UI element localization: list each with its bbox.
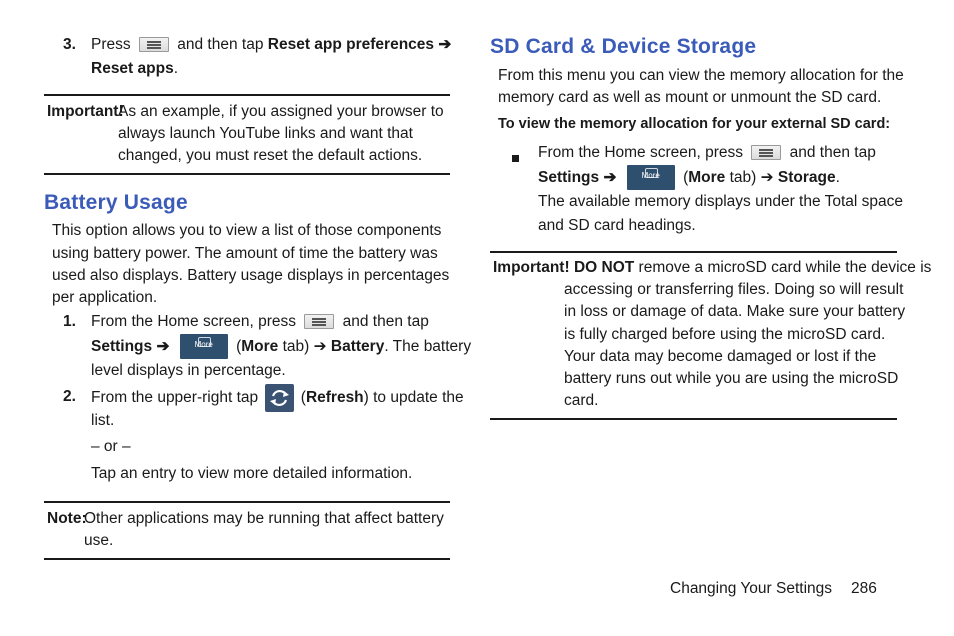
step1-line3: level displays in percentage. [91,362,286,379]
step1-more: More [241,338,279,355]
sd-bullet-paren: ( [683,169,689,186]
sd-intro-line: memory card as well as mount or unmount the SD card. [498,89,882,106]
important-text-line: changed, you must reset the default actions. [118,147,423,164]
battery-intro-line: using battery power. The amount of time the battery was [52,245,438,262]
battery-usage-heading: Battery Usage [44,191,188,214]
step3-number: 3. [63,36,76,53]
important2-line: is fully charged before using the microSD card. [564,326,886,343]
divider-rule [490,418,897,420]
battery-intro-line: per application. [52,289,158,306]
footer-section-title: Changing Your Settings [670,580,833,597]
sd-bullet-line3: The available memory displays under the Total space [538,193,904,210]
step2-refresh: Refresh [305,389,364,407]
step1-tab: tab) ➔ [278,338,331,355]
important2-text: remove a microSD card while the device is [634,259,932,276]
step2-line2: list. [91,412,115,429]
more-icon-label: More [641,171,660,181]
step1-line2 [91,334,471,360]
step1-number: 1. [63,313,76,330]
step1-battery: Battery [330,338,385,355]
step2-or: – or – [91,438,131,455]
refresh-icon [265,384,294,412]
sd-bullet-tab: tab) ➔ [725,169,778,186]
sd-intro-line: From this menu you can view the memory allocation for the [498,67,904,84]
sd-bullet-line4: and SD card headings. [538,217,696,234]
sd-bullet-line2 [538,165,840,191]
step2-alt: Tap an entry to view more detailed information. [91,465,413,482]
bullet-marker [512,149,519,167]
step1-paren: ( [236,338,242,355]
divider-rule [44,173,450,175]
divider-rule [44,558,450,560]
sd-subhead: To view the memory allocation for your external SD card: [498,116,891,132]
sd-bullet-period: . [835,169,840,186]
sd-bullet-more: More [688,169,726,186]
sd-bullet-then-tap: and then tap [789,144,876,161]
more-icon-label: More [194,340,213,350]
step1-then-tap: and then tap [342,313,429,330]
step2-rest: ) to update the [363,389,464,407]
divider-rule [490,251,897,253]
sd-bullet-settings: Settings ➔ [538,169,617,186]
step1-text: From the Home screen, press [91,313,297,330]
menu-key-icon [751,145,781,160]
divider-rule [44,501,450,503]
step3-line1 [91,34,451,56]
page-number: 286 [851,580,877,597]
important-label: Important! [47,103,124,120]
step1-settings: Settings ➔ [91,338,170,355]
sd-bullet-text: From the Home screen, press [538,144,744,161]
divider-rule [44,94,450,96]
step2-paren: ( [300,389,306,407]
menu-key-icon [304,314,334,329]
important-text-line: always launch YouTube links and want that [118,125,413,142]
step3-then-tap: and then tap [177,36,264,53]
important2-line: accessing or transferring files. Doing so will result [564,281,904,298]
sd-card-heading: SD Card & Device Storage [490,35,757,58]
battery-intro-line: used also displays. Battery usage displays in percentages [52,267,450,284]
step2-line1 [91,384,464,412]
battery-intro-line: This option allows you to view a list of those components [52,222,442,239]
step3-line2 [91,58,178,80]
sd-bullet-storage: Storage [777,169,836,186]
step2-text: From the upper-right tap [91,389,259,407]
step1-line1 [91,311,429,333]
step1-rest: . The battery [384,338,472,355]
note-label: Note: [47,510,87,527]
important2-line: Your data may become damaged or lost if the [564,348,877,365]
step3-period: . [173,60,179,77]
important2-line: battery runs out while you are using the microSD [564,370,899,387]
note-line: use. [84,532,114,549]
important2-line1 [493,257,931,279]
step3-press: Press [91,36,131,53]
more-app-icon [180,334,228,359]
step3-target2: Reset apps [91,60,174,77]
sd-bullet-line1 [538,142,876,164]
important-text-line: As an example, if you assigned your browser to [118,103,444,120]
important2-line: card. [564,392,599,409]
note-line: Other applications may be running that affect battery [84,510,444,527]
menu-key-icon [139,37,169,52]
important2-label: Important! [493,259,570,276]
step3-target: Reset app preferences ➔ [267,36,452,53]
important2-donot: DO NOT [573,259,635,276]
step2-number: 2. [63,388,76,405]
important2-line: in loss or damage of data. Make sure your battery [564,303,906,320]
more-app-icon [627,165,675,190]
